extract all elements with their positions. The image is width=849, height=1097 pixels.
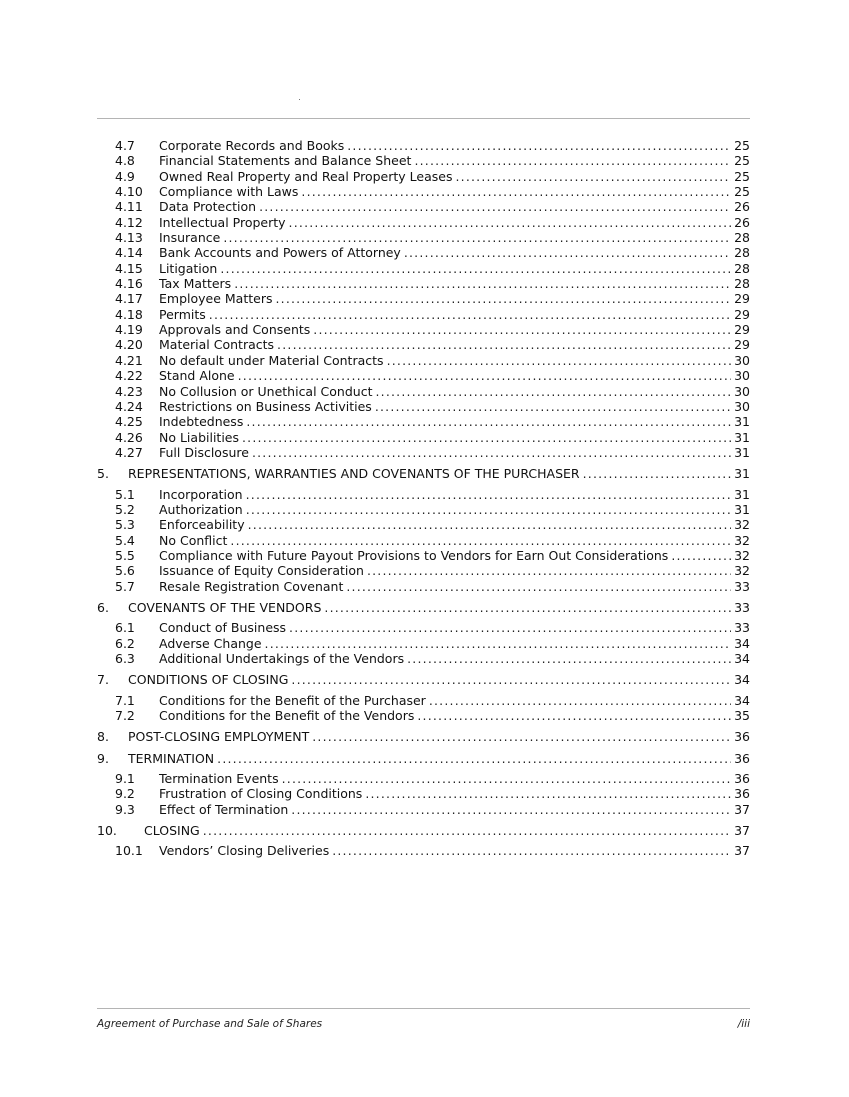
toc-entry-page: 36 (734, 750, 750, 766)
toc-subsection-entry[interactable] (97, 245, 750, 260)
toc-entry-title: Financial Statements and Balance Sheet (159, 153, 412, 169)
toc-entry-page: 26 (734, 214, 750, 230)
toc-dot-leader (313, 322, 731, 337)
toc-entry-page: 30 (734, 383, 750, 399)
toc-entry-page: 28 (734, 260, 750, 276)
toc-entry-page: 34 (734, 635, 750, 651)
toc-subsection-entry[interactable] (97, 430, 750, 445)
toc-entry-page: 34 (734, 672, 750, 688)
toc-entry-page: 30 (734, 352, 750, 368)
toc-subsection-entry[interactable] (97, 579, 750, 594)
toc-subsection-entry[interactable] (97, 517, 750, 532)
toc-entry-title: Owned Real Property and Real Property Leases (159, 168, 453, 184)
toc-entry-page: 31 (734, 429, 750, 445)
toc-subsection-entry[interactable] (97, 153, 750, 168)
toc-entry-title: Conditions for the Benefit of the Purchaser (159, 692, 426, 708)
toc-subsection-entry[interactable] (97, 169, 750, 184)
toc-dot-leader (455, 169, 731, 184)
toc-entry-number: 10. (97, 823, 117, 839)
toc-entry-page: 31 (734, 414, 750, 430)
toc-entry-title: Conduct of Business (159, 620, 287, 636)
toc-dot-leader (277, 337, 731, 352)
toc-dot-leader (346, 579, 731, 594)
toc-dot-leader (234, 276, 731, 291)
toc-subsection-entry[interactable] (97, 651, 750, 666)
toc-entry-number: 4.18 (115, 306, 143, 322)
toc-dot-leader (404, 245, 731, 260)
toc-entry-title: POST-CLOSING EMPLOYMENT (128, 729, 310, 745)
toc-entry-number: 7.1 (115, 692, 135, 708)
toc-entry-title: Indebtedness (159, 414, 244, 430)
toc-entry-title: Corporate Records and Books (159, 138, 345, 153)
toc-entry-title: Additional Undertakings of the Vendors (159, 651, 405, 666)
toc-entry-number: 4.12 (115, 214, 143, 230)
toc-entry-page: 29 (734, 322, 750, 338)
toc-entry-number: 8. (97, 729, 109, 745)
toc-entry-page: 26 (734, 199, 750, 215)
toc-entry-title: Adverse Change (159, 635, 262, 651)
toc-section-entry[interactable] (97, 600, 750, 615)
toc-dot-leader (375, 399, 731, 414)
toc-dot-leader (217, 751, 731, 766)
toc-entry-page: 31 (734, 466, 750, 482)
toc-entry-number: 7. (97, 672, 109, 688)
toc-dot-leader (324, 600, 731, 615)
toc-dot-leader (332, 843, 731, 858)
toc-entry-number: 5. (97, 466, 109, 482)
toc-entry-page: 28 (734, 230, 750, 246)
toc-entry-title: COVENANTS OF THE VENDORS (128, 599, 322, 615)
toc-subsection-entry[interactable] (97, 230, 750, 245)
toc-subsection-entry[interactable] (97, 771, 750, 786)
toc-entry-page: 29 (734, 291, 750, 307)
toc-entry-page: 25 (734, 138, 750, 153)
toc-entry-page: 32 (734, 517, 750, 533)
toc-dot-leader (367, 563, 731, 578)
toc-entry-page: 37 (734, 843, 750, 859)
footer-document-title: Agreement of Purchase and Sale of Shares (97, 1018, 323, 1030)
toc-dot-leader (242, 430, 731, 445)
toc-entry-number: 4.24 (115, 398, 143, 414)
toc-subsection-entry[interactable] (97, 445, 750, 460)
toc-entry-number: 5.6 (115, 563, 135, 579)
toc-dot-leader (275, 291, 731, 306)
toc-dot-leader (289, 620, 731, 635)
toc-entry-page: 33 (734, 620, 750, 636)
toc-entry-page: 25 (734, 153, 750, 169)
toc-entry-title: No Collusion or Unethical Conduct (159, 383, 373, 399)
toc-entry-number: 4.25 (115, 414, 143, 430)
toc-entry-title: CONDITIONS OF CLOSING (128, 672, 289, 688)
toc-entry-number: 4.9 (115, 168, 135, 184)
toc-dot-leader (365, 786, 731, 801)
toc-entry-page: 32 (734, 547, 750, 563)
toc-entry-page: 34 (734, 692, 750, 708)
toc-entry-title: Frustration of Closing Conditions (159, 786, 363, 802)
toc-entry-number: 4.20 (115, 337, 143, 353)
toc-entry-number: 4.11 (115, 199, 143, 215)
toc-subsection-entry[interactable] (97, 337, 750, 352)
toc-subsection-entry[interactable] (97, 786, 750, 801)
toc-dot-leader (220, 261, 731, 276)
toc-dot-leader (246, 414, 731, 429)
toc-subsection-entry[interactable] (97, 215, 750, 230)
toc-entry-page: 31 (734, 501, 750, 517)
toc-entry-number: 4.21 (115, 352, 143, 368)
toc-entry-title: Litigation (159, 260, 218, 276)
toc-entry-number: 10.1 (115, 843, 143, 859)
toc-entry-title: Conditions for the Benefit of the Vendors (159, 708, 415, 724)
toc-entry-number: 4.22 (115, 368, 143, 384)
toc-subsection-entry[interactable] (97, 414, 750, 429)
toc-entry-title: Termination Events (159, 771, 279, 787)
toc-entry-number: 6.2 (115, 635, 135, 651)
toc-subsection-entry[interactable] (97, 563, 750, 578)
toc-entry-title: REPRESENTATIONS, WARRANTIES AND COVENANTS OF THE PURCHASER (128, 466, 580, 482)
toc-dot-leader (259, 199, 731, 214)
toc-entry-title: Full Disclosure (159, 444, 249, 460)
toc-entry-title: TERMINATION (128, 750, 215, 766)
toc-entry-title: Restrictions on Business Activities (159, 398, 372, 414)
toc-subsection-entry[interactable] (97, 548, 750, 563)
toc-dot-leader (583, 466, 732, 481)
toc-entry-number: 6.3 (115, 651, 135, 666)
toc-entry-title: Data Protection (159, 199, 257, 215)
toc-dot-leader (223, 230, 731, 245)
table-of-contents (97, 138, 750, 859)
toc-subsection-entry[interactable] (97, 399, 750, 414)
toc-dot-leader (671, 548, 731, 563)
toc-entry-number: 9.1 (115, 771, 135, 787)
toc-dot-leader (417, 708, 731, 723)
toc-entry-title: Insurance (159, 230, 221, 246)
page-speck (299, 99, 300, 100)
toc-dot-leader (414, 153, 731, 168)
toc-entry-number: 5.2 (115, 501, 135, 517)
toc-section-entry[interactable] (97, 672, 750, 687)
toc-subsection-entry[interactable] (97, 138, 750, 153)
toc-dot-leader (209, 307, 731, 322)
toc-subsection-entry[interactable] (97, 502, 750, 517)
toc-subsection-entry[interactable] (97, 533, 750, 548)
toc-dot-leader (248, 517, 731, 532)
toc-entry-page: 31 (734, 444, 750, 460)
toc-entry-number: 5.7 (115, 578, 135, 594)
toc-entry-number: 5.3 (115, 517, 135, 533)
toc-entry-title: Bank Accounts and Powers of Attorney (159, 245, 401, 261)
toc-dot-leader (375, 384, 731, 399)
toc-subsection-entry[interactable] (97, 276, 750, 291)
toc-subsection-entry[interactable] (97, 384, 750, 399)
toc-section-entry[interactable] (97, 729, 750, 744)
toc-entry-number: 5.4 (115, 532, 135, 548)
toc-entry-page: 37 (734, 801, 750, 817)
toc-entry-page: 29 (734, 306, 750, 322)
toc-dot-leader (230, 533, 731, 548)
toc-entry-page: 28 (734, 276, 750, 292)
toc-dot-leader (312, 729, 731, 744)
toc-entry-page: 32 (734, 532, 750, 548)
toc-subsection-entry[interactable] (97, 620, 750, 635)
toc-subsection-entry[interactable] (97, 184, 750, 199)
toc-entry-page: 33 (734, 599, 750, 615)
toc-entry-number: 5.5 (115, 547, 135, 563)
toc-entry-title: Resale Registration Covenant (159, 578, 344, 594)
toc-dot-leader (265, 636, 732, 651)
toc-entry-page: 30 (734, 398, 750, 414)
toc-entry-number: 9.2 (115, 786, 135, 802)
toc-dot-leader (238, 368, 731, 383)
toc-entry-number: 4.8 (115, 153, 135, 169)
toc-entry-page: 28 (734, 245, 750, 261)
toc-dot-leader (291, 802, 731, 817)
toc-entry-page: 36 (734, 786, 750, 802)
footer-page-number: /iii (737, 1018, 750, 1030)
toc-entry-number: 4.7 (115, 138, 135, 153)
toc-entry-page: 31 (734, 486, 750, 502)
toc-entry-title: Compliance with Future Payout Provisions to Vendors for Earn Out Considerations (159, 547, 669, 563)
toc-subsection-entry[interactable] (97, 636, 750, 651)
toc-subsection-entry[interactable] (97, 843, 750, 858)
toc-entry-title: No Liabilities (159, 429, 239, 445)
toc-entry-title: Tax Matters (159, 276, 232, 292)
toc-entry-title: Permits (159, 306, 206, 322)
toc-entry-number: 4.23 (115, 383, 143, 399)
toc-entry-title: Authorization (159, 501, 243, 517)
toc-subsection-entry[interactable] (97, 199, 750, 214)
toc-dot-leader (203, 823, 731, 838)
toc-entry-title: Compliance with Laws (159, 184, 299, 200)
toc-entry-page: 33 (734, 578, 750, 594)
toc-entry-title: Vendors’ Closing Deliveries (159, 843, 330, 859)
toc-entry-title: Incorporation (159, 486, 243, 502)
toc-subsection-entry[interactable] (97, 261, 750, 276)
toc-dot-leader (282, 771, 732, 786)
toc-entry-title: Enforceability (159, 517, 245, 533)
toc-entry-title: Intellectual Property (159, 214, 286, 230)
toc-subsection-entry[interactable] (97, 307, 750, 322)
toc-entry-title: Employee Matters (159, 291, 273, 307)
toc-subsection-entry[interactable] (97, 487, 750, 502)
toc-entry-number: 4.19 (115, 322, 143, 338)
toc-subsection-entry[interactable] (97, 322, 750, 337)
toc-dot-leader (246, 502, 731, 517)
toc-dot-leader (407, 651, 731, 666)
toc-subsection-entry[interactable] (97, 368, 750, 383)
toc-entry-page: 36 (734, 729, 750, 745)
toc-entry-page: 34 (734, 651, 750, 666)
toc-entry-number: 4.17 (115, 291, 143, 307)
toc-dot-leader (301, 184, 731, 199)
toc-dot-leader (429, 693, 731, 708)
toc-entry-title: CLOSING (144, 823, 200, 839)
toc-entry-number: 5.1 (115, 486, 135, 502)
toc-entry-page: 32 (734, 563, 750, 579)
toc-entry-page: 30 (734, 368, 750, 384)
toc-entry-title: No default under Material Contracts (159, 352, 384, 368)
toc-subsection-entry[interactable] (97, 802, 750, 817)
toc-entry-number: 4.26 (115, 429, 143, 445)
toc-dot-leader (246, 487, 732, 502)
toc-entry-page: 36 (734, 771, 750, 787)
toc-section-entry[interactable] (97, 823, 750, 838)
footer-rule (97, 1008, 750, 1009)
toc-entry-number: 4.16 (115, 276, 143, 292)
toc-entry-page: 37 (734, 823, 750, 839)
toc-entry-number: 4.10 (115, 184, 143, 200)
toc-entry-number: 9.3 (115, 801, 135, 817)
toc-entry-number: 4.14 (115, 245, 143, 261)
toc-dot-leader (347, 138, 731, 153)
toc-subsection-entry[interactable] (97, 291, 750, 306)
toc-entry-page: 25 (734, 168, 750, 184)
toc-entry-number: 6. (97, 599, 109, 615)
toc-dot-leader (387, 353, 732, 368)
toc-entry-number: 4.15 (115, 260, 143, 276)
toc-subsection-entry[interactable] (97, 693, 750, 708)
toc-entry-title: Effect of Termination (159, 801, 289, 817)
toc-entry-page: 25 (734, 184, 750, 200)
toc-dot-leader (289, 215, 732, 230)
toc-dot-leader (252, 445, 731, 460)
toc-subsection-entry[interactable] (97, 353, 750, 368)
header-rule (97, 118, 750, 119)
toc-section-entry[interactable] (97, 751, 750, 766)
toc-entry-number: 4.13 (115, 230, 143, 246)
toc-entry-number: 7.2 (115, 708, 135, 724)
toc-entry-page: 35 (734, 708, 750, 724)
toc-entry-title: Material Contracts (159, 337, 275, 353)
toc-dot-leader (291, 672, 731, 687)
toc-entry-title: No Conflict (159, 532, 228, 548)
toc-entry-number: 9. (97, 750, 109, 766)
toc-entry-title: Approvals and Consents (159, 322, 311, 338)
toc-entry-number: 6.1 (115, 620, 135, 636)
toc-section-entry[interactable] (97, 466, 750, 481)
toc-subsection-entry[interactable] (97, 708, 750, 723)
toc-entry-page: 29 (734, 337, 750, 353)
toc-entry-title: Stand Alone (159, 368, 235, 384)
toc-entry-number: 4.27 (115, 444, 143, 460)
toc-entry-title: Issuance of Equity Consideration (159, 563, 364, 579)
